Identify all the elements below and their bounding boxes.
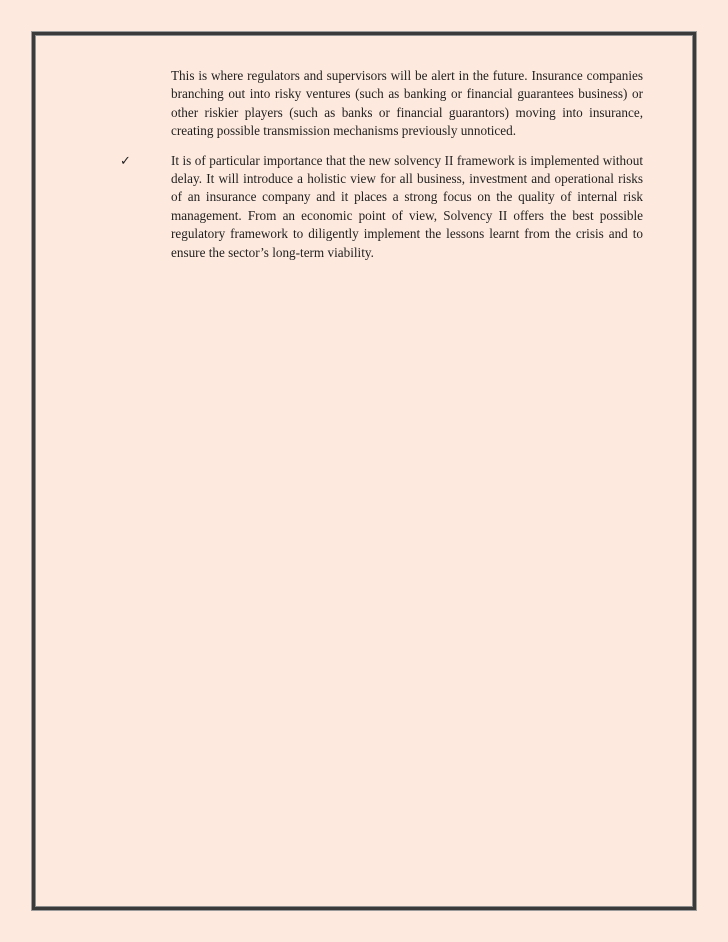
paragraph: This is where regulators and supervisors will be alert in the future. Insurance companies branching out into risky ventures (such as banking or financial guarantees business) or other riskier players (such as banks or financial guarantors) moving into insurance, creating possible transmission mechanisms previously unnoticed. — [171, 68, 643, 139]
checkmark-icon: ✓ — [120, 152, 131, 168]
bullet-text: It is of particular importance that the new solvency II framework is implemented without delay. It will introduce a holistic view for all business, investment and operational risks of an insurance company and it places a strong focus on the quality of internal risk management. From an economic point of view, Solvency II offers the best possible regulatory framework to diligently implement the lessons learnt from the crisis and to ensure the sector’s long-term viability. — [171, 152, 643, 260]
bullet-item — [120, 152, 643, 262]
document-body — [120, 67, 643, 262]
